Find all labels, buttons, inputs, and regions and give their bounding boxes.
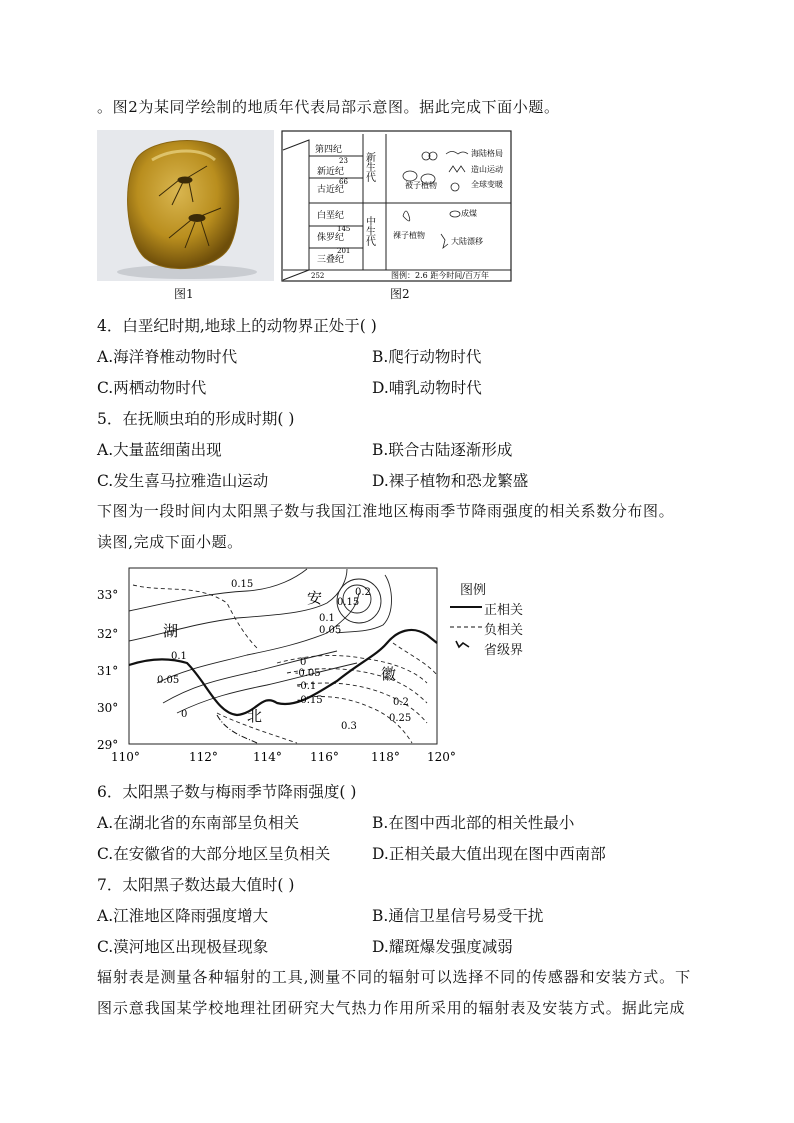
contour-label: 0.2 <box>355 587 371 598</box>
era-label: 新生代 <box>363 152 375 182</box>
lon-label: 120° <box>427 750 456 763</box>
figure2-caption: 图2 <box>390 287 410 301</box>
question-7-option-d: D.耀斑爆发强度减弱 <box>372 938 513 956</box>
contour-label: 0.05 <box>319 625 342 636</box>
question-7-stem: 7．太阳黑子数达最大值时( ) <box>97 876 295 894</box>
lat-label: 33° <box>97 588 119 602</box>
question-4-option-b: B.爬行动物时代 <box>372 348 482 366</box>
era-label: 中生代 <box>363 216 375 246</box>
question-6-option-a: A.在湖北省的东南部呈负相关 <box>97 814 300 832</box>
region-label: 湖 <box>163 622 179 640</box>
question-4-stem: 4．白垩纪时期,地球上的动物界正处于( ) <box>97 317 377 335</box>
question-7-option-c: C.漠河地区出现极昼现象 <box>97 938 269 956</box>
lat-label: 32° <box>97 627 119 641</box>
question-4-option-d: D.哺乳动物时代 <box>372 379 482 397</box>
legend-title: 图例 <box>460 583 487 598</box>
question-7-option-b: B.通信卫星信号易受干扰 <box>372 907 544 925</box>
age-label: 66 <box>339 178 348 186</box>
question-6-option-d: D.正相关最大值出现在图中西南部 <box>372 845 606 863</box>
passage-2-line-1: 下图为一段时间内太阳黑子数与我国江淮地区梅雨季节降雨强度的相关系数分布图。 <box>97 502 675 520</box>
lat-label: 31° <box>97 664 119 678</box>
contour-label: -0.05 <box>295 668 321 679</box>
region-label: 安 <box>307 589 323 607</box>
figure1-caption: 图1 <box>174 287 194 301</box>
question-5-option-b: B.联合古陆逐渐形成 <box>372 441 513 459</box>
contour-label: 0.2 <box>393 697 409 708</box>
passage-3-line-1: 辐射表是测量各种辐射的工具,测量不同的辐射可以选择不同的传感器和安装方式。下 <box>97 968 691 986</box>
period-label: 白垩纪 <box>317 211 345 221</box>
table-legend: 图例：2.6 距今时间/百万年 <box>391 271 489 280</box>
amber-photo <box>97 130 274 281</box>
legend-item: 省级界 <box>484 643 524 658</box>
contour-label: -0.15 <box>297 695 323 706</box>
contour-label: 0.15 <box>231 579 254 590</box>
province-border-icon <box>456 641 469 647</box>
contour-label: 0 <box>300 657 307 668</box>
region-label: 北 <box>247 707 263 725</box>
contour-label: 0.05 <box>157 675 180 686</box>
question-5-option-a: A.大量蓝细菌出现 <box>97 441 222 459</box>
period-label: 古近纪 <box>317 185 345 195</box>
contour-label: 0 <box>181 709 188 720</box>
item-label: 成煤 <box>461 209 477 218</box>
question-5-option-c: C.发生喜马拉雅造山运动 <box>97 472 269 490</box>
contour-label: 0.25 <box>389 713 412 724</box>
passage-3-line-2: 图示意我国某学校地理社团研究大气热力作用所采用的辐射表及安装方式。据此完成 <box>97 999 686 1017</box>
age-label: 23 <box>339 157 348 165</box>
question-6-option-c: C.在安徽省的大部分地区呈负相关 <box>97 845 331 863</box>
item-label: 裸子植物 <box>393 231 425 240</box>
legend-item: 负相关 <box>484 623 524 638</box>
question-6-stem: 6．太阳黑子数与梅雨季节降雨强度( ) <box>97 783 357 801</box>
legend-item: 正相关 <box>484 603 524 618</box>
item-label: 大陆漂移 <box>451 237 483 246</box>
period-label: 第四纪 <box>315 145 343 155</box>
lon-label: 114° <box>253 750 282 763</box>
correlation-map <box>97 563 457 763</box>
question-5-option-d: D.裸子植物和恐龙繁盛 <box>372 472 529 490</box>
geologic-time-table <box>281 130 512 282</box>
contour-label: 0.1 <box>319 613 335 624</box>
map-legend <box>448 575 568 665</box>
item-label: 被子植物 <box>405 181 437 190</box>
item-label: 造山运动 <box>471 165 503 174</box>
question-4-option-a: A.海洋脊椎动物时代 <box>97 348 238 366</box>
contour-label: -0.1 <box>297 681 317 692</box>
contour-label: 0.1 <box>171 651 187 662</box>
question-6-option-b: B.在图中西北部的相关性最小 <box>372 814 575 832</box>
passage-2-line-2: 读图,完成下面小题。 <box>97 533 243 551</box>
contour-label: 0.3 <box>341 721 357 732</box>
lat-label: 30° <box>97 701 119 715</box>
item-label: 全球变暖 <box>471 180 503 189</box>
item-label: 海陆格局 <box>471 149 503 158</box>
intro-text: 。图2为某同学绘制的地质年代表局部示意图。据此完成下面小题。 <box>97 98 560 116</box>
lon-label: 110° <box>111 750 140 763</box>
period-label: 侏罗纪 <box>317 233 345 243</box>
lon-label: 112° <box>189 750 218 763</box>
question-5-stem: 5．在抚顺虫珀的形成时期( ) <box>97 410 295 428</box>
age-label: 252 <box>311 272 325 280</box>
contour-label: 0.15 <box>337 597 360 608</box>
question-4-option-c: C.两栖动物时代 <box>97 379 207 397</box>
question-7-option-a: A.江淮地区降雨强度增大 <box>97 907 269 925</box>
region-label: 徽 <box>381 665 397 683</box>
age-label: 201 <box>337 247 351 255</box>
lon-label: 116° <box>310 750 339 763</box>
period-label: 三叠纪 <box>317 255 345 265</box>
age-label: 145 <box>337 225 351 233</box>
lon-label: 118° <box>371 750 400 763</box>
lat-label: 29° <box>97 738 119 752</box>
period-label: 新近纪 <box>317 167 345 177</box>
